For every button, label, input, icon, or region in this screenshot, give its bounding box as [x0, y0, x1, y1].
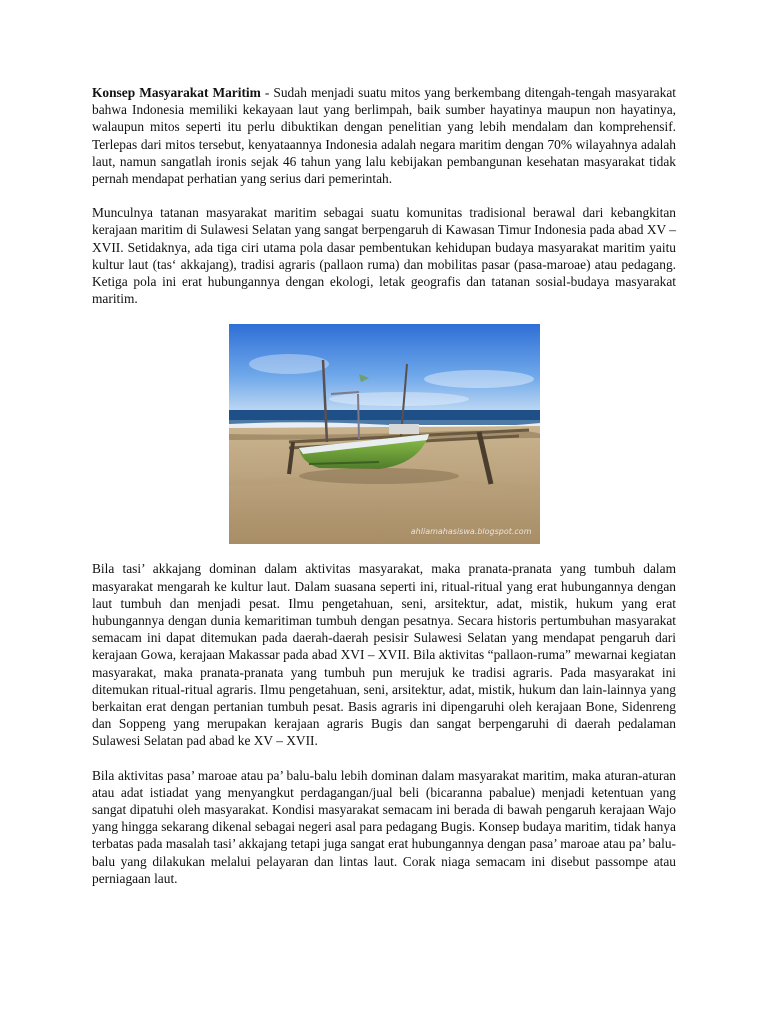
paragraph-tasi-akkajang: Bila tasi’ akkajang dominan dalam aktivitas masyarakat, maka pranata-pranata yang tumbuh dalam masyarakat mengarah ke kultur laut. Dalam suasana seperti ini, ritual-ritual yang erat hubungannya dengan laut tumbuh dan menjadi pesat. Ilmu pengetahuan, seni, arsitektur, adat, mistik, hukum yang erat hubungannya dengan dunia kemaritiman tumbuh dengan pesatnya. Secara historis pertumbuhan masyarakat semacam ini dapat ditemukan pada daerah-daerah pesisir Sulawesi Selatan yang mendapat pengaruh dari kerajaan Gowa, kerajaan Makassar pada abad XVI – XVII. Bila aktivitas “pallaon-ruma” mewarnai kegiatan masyarakat, maka pranata-pranata yang tumbuh pun merujuk ke tradisi agraris. Pada masyarakat ini ditemukan ritual-ritual agraris. Ilmu pengetahuan, seni, arsitektur, adat, mistik, hukum dan lain-lainnya yang berkaitan erat dengan pertanian tumbuh pesat. Basis agraris ini dipengaruhi oleh kerajaan Bone, Sidenreng dan Soppeng yang merupakan kerajaan agraris Bugis dan sangat berpengaruhi di daerah pedalaman Sulawesi Selatan pad abad ke XV – XVII. [92, 561, 676, 749]
paragraph-pasa-maroae: Bila aktivitas pasa’ maroae atau pa’ balu-balu lebih dominan dalam masyarakat maritim, maka aturan-aturan atau adat istiadat yang menyangkut perdagangan/jual beli (bicaranna pabalue) menjadi ketentuan yang sangat dipatuhi oleh masyarakat. Kondisi masyarakat semacam ini berada di bawah pengaruh kerajaan Wajo yang hingga sekarang dikenal sebagai negeri asal para pedagang Bugis. Konsep budaya maritim, tidak hanya terbatas pada masalah tasi’ akkajang tetapi juga sangat erat hubungannya dengan pasa’ maroae atau pa’ balu-balu yang dilakukan melalui pelayaran dan lintas laut. Corak niaga semacam ini disebut passompe atau perniagaan laut. [92, 767, 676, 886]
paragraph-intro-text: - Sudah menjadi suatu mitos yang berkembang ditengah-tengah masyarakat bahwa Indonesia memiliki kekayaan laut yang berlimpah, baik sumber hayatinya maupun non hayatinya, walaupun mitos seperti itu perlu dibuktikan dengan penelitian yang lebih mendalam dan komprehensif. Terlepas dari mitos tersebut, kenyataannya Indonesia adalah negara maritim dengan 70% wilayahnya adalah laut, namun sangatlah ironis sejak 46 tahun yang lalu kebijakan pembangunan kesehatan masyarakat tidak pernah mendapat perhatian yang serius dari pemerintah. [92, 85, 676, 187]
boat-photo [229, 324, 540, 544]
paragraph-origin: Munculnya tatanan masyarakat maritim sebagai suatu komunitas tradisional berawal dari kebangkitan kerajaan maritim di Sulawesi Selatan yang sangat berpengaruh di Kawasan Timur Indonesia pada abad XV – XVII. Setidaknya, ada tiga ciri utama pola dasar pembentukan kehidupan budaya masyarakat maritim yaitu kultur laut (tas‘ akkajang), tradisi agraris (pallaon ruma) dan mobilitas pasar (pasa-maroae) atau pedagang. Ketiga pola ini erat hubungannya dengan ekologi, letak geografis dan tatanan sosial-budaya masyarakat maritim. [92, 205, 676, 307]
document-page [92, 84, 676, 904]
section-heading: Konsep Masyarakat Maritim [92, 85, 261, 100]
boat-on-beach-image [229, 324, 540, 544]
paragraph-intro [92, 84, 676, 187]
photo-watermark: ahliamahasiswa.blogspot.com [410, 527, 532, 537]
